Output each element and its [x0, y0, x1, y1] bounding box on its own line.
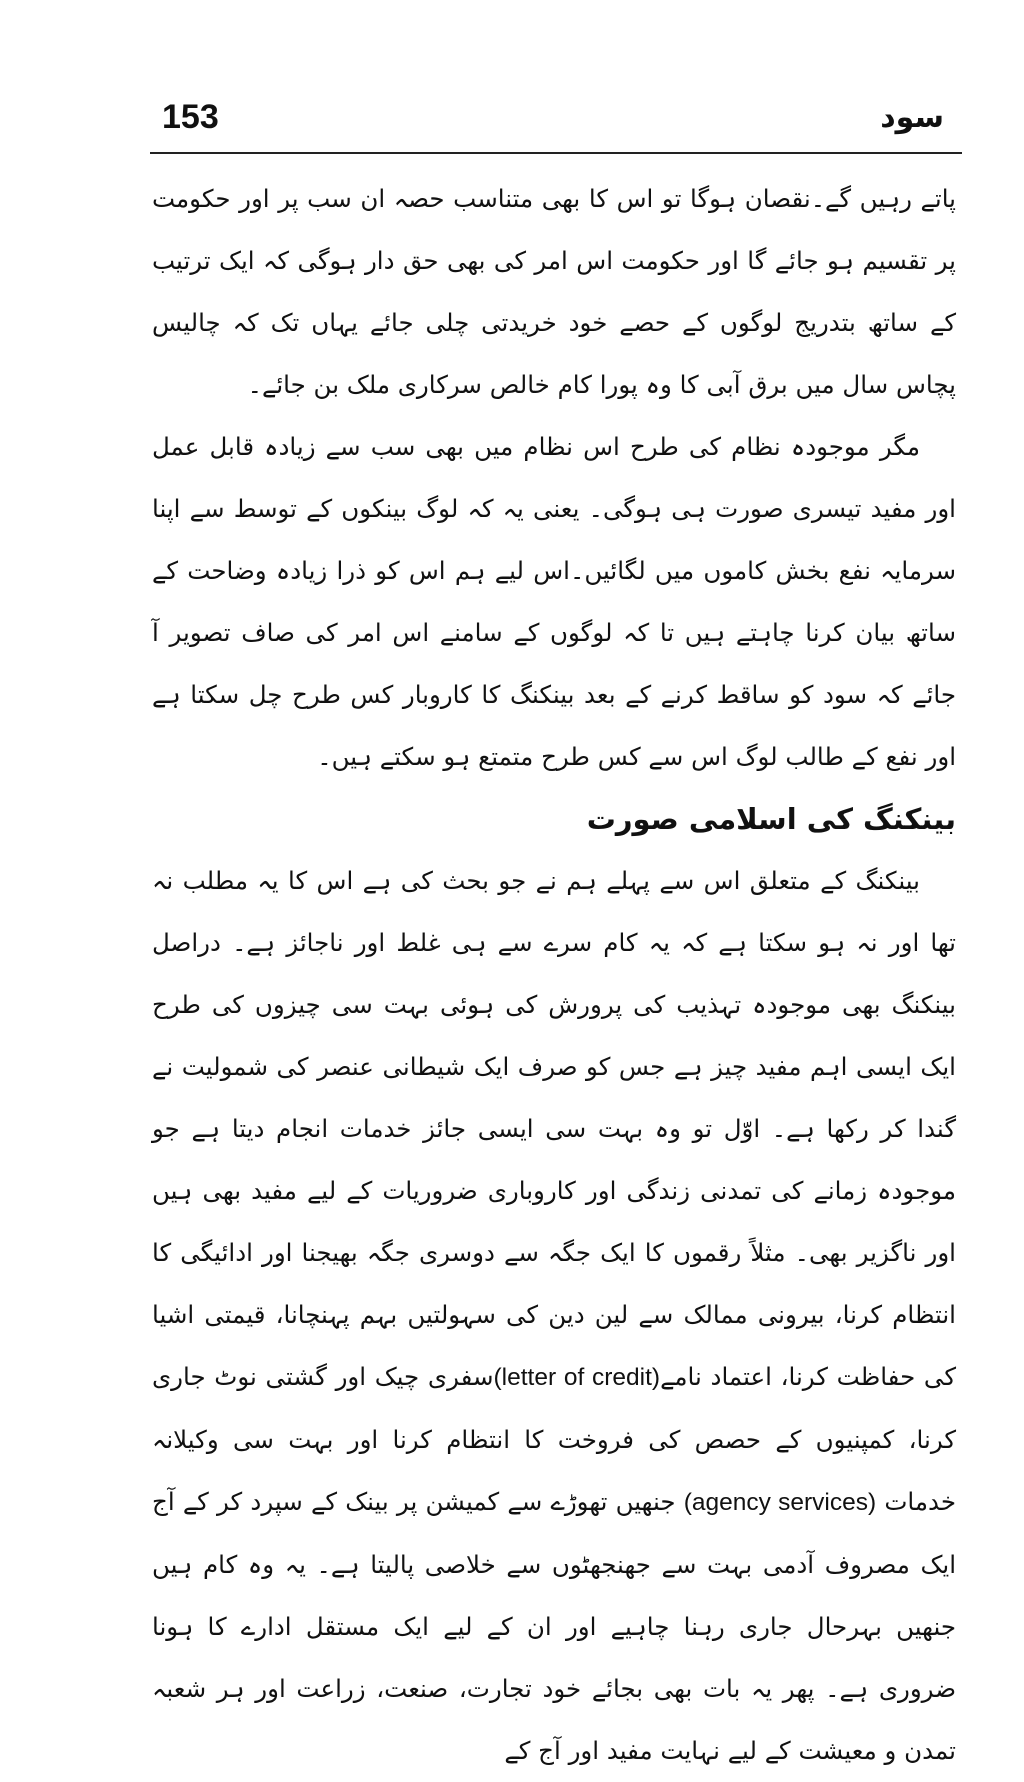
paragraph-text: سفری چیک اور گشتی نوٹ جاری کرنا، کمپنیوں کے حصص کی فروخت کا انتظام کرنا اور بہت سی وکیلانہ خدمات [152, 1362, 956, 1516]
header-divider [150, 152, 962, 154]
paragraph-text: بینکنگ کے متعلق اس سے پہلے ہم نے جو بحث کی ہے اس کا یہ مطلب نہ تھا اور نہ ہو سکتا ہے کہ یہ کام سرے سے ہی غلط اور ناجائز ہے۔ دراصل بینکنگ بھی موجودہ تہذیب کی پرورش کی ہوئی بہت سی چیزوں کی طرح ایک ایسی اہم مفید چیز ہے جس کو صرف ایک شیطانی عنصر کی شمولیت نے گندا کر رکھا ہے۔ اوّل تو وہ بہت سی ایسی جائز خدمات انجام دیتا ہے جو موجودہ زمانے کی تمدنی زندگی اور کاروباری ضروریات کے لیے مفید بھی ہیں اور ناگزیر بھی۔ مثلاً رقموں کا ایک جگہ سے دوسری جگہ بھیجنا اور ادائیگی کا انتظام کرنا، بیرونی ممالک سے لین دین کی سہولتیں بہم پہنچانا، قیمتی اشیا کی حفاظت کرنا، اعتماد نامے [152, 866, 956, 1391]
english-term: (agency services) [683, 1489, 877, 1516]
body-text [152, 168, 956, 1782]
page-number: 153 [162, 98, 219, 136]
english-term: (letter of credit) [493, 1364, 661, 1391]
paragraph: مگر موجودہ نظام کی طرح اس نظام میں بھی سب سے زیادہ قابل عمل اور مفید تیسری صورت ہی ہوگی۔ یعنی یہ کہ لوگ بینکوں کے توسط سے اپنا سرمایہ نفع بخش کاموں میں لگائیں۔اس لیے ہم اس کو ذرا زیادہ وضاحت کے ساتھ بیان کرنا چاہتے ہیں تا کہ لوگوں کے سامنے اس امر کی صاف تصویر آ جائے کہ سود کو ساقط کرنے کے بعد بینکنگ کا کاروبار کس طرح چل سکتا ہے اور نفع کے طالب لوگ اس سے کس طرح متمتع ہو سکتے ہیں۔ [152, 432, 956, 771]
paragraph-text: جنھیں تھوڑے سے کمیشن پر بینک کے سپرد کر کے آج ایک مصروف آدمی بہت سے جھنجھٹوں سے خلاصی پالیتا ہے۔ یہ وہ کام ہیں جنھیں بہرحال جاری رہنا چاہیے اور ان کے لیے ایک مستقل ادارے کا ہونا ضروری ہے۔ پھر یہ بات بھی بجائے خود تجارت، صنعت، زراعت اور ہر شعبہ تمدن و معیشت کے لیے نہایت مفید اور آج کے [152, 1487, 956, 1765]
running-title: سود [880, 100, 944, 135]
paragraph [152, 850, 956, 1782]
paragraph: پاتے رہیں گے۔نقصان ہوگا تو اس کا بھی متناسب حصہ ان سب پر اور حکومت پر تقسیم ہو جائے گا اور حکومت اس امر کی بھی حق دار ہوگی کہ ایک ترتیب کے ساتھ بتدریج لوگوں کے حصے خود خریدتی چلی جائے یہاں تک کہ چالیس پچاس سال میں برق آبی کا وہ پورا کام خالص سرکاری ملک بن جائے۔ [152, 184, 956, 399]
section-heading: بینکنگ کی اسلامی صورت [586, 802, 956, 836]
